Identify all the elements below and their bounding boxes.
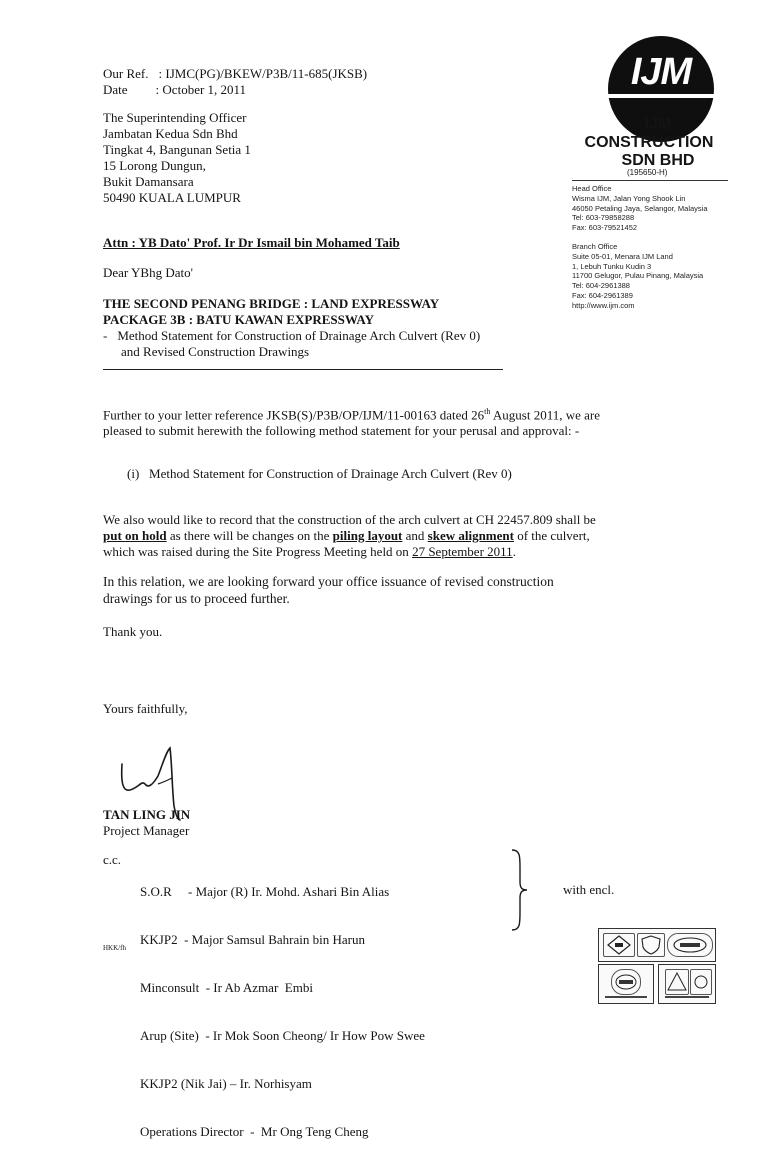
para1-sup: th [484,407,491,416]
ref-value: IJMC(PG)/BKEW/P3B/11-685(JKSB) [165,66,368,81]
curly-brace [508,848,530,932]
cc-line: KKJP2 (Nik Jai) – Ir. Norhisyam [140,1076,312,1091]
cc-line: Minconsult - Ir Ab Azmar Embi [140,980,313,995]
head-office-line: 46050 Petaling Jaya, Selangor, Malaysia [572,203,708,213]
subject-line1: THE SECOND PENANG BRIDGE : LAND EXPRESSWAY [103,296,440,311]
salutation: Dear YBhg Dato' [103,265,193,280]
subject-block [103,296,480,360]
cert-caption-bar [605,996,647,998]
recipient-line: 15 Lorong Dungun, [103,158,206,173]
thank-you: Thank you. [103,624,163,639]
branch-office [572,242,703,311]
signatory-block [103,807,190,839]
para2-l2b: as there will be changes on the [166,528,333,543]
head-office-line: Fax: 603-79521452 [572,223,638,233]
cert-mark-shield [637,933,665,957]
company-reg: (195650-H) [627,168,668,177]
branch-office-line: http://www.ijm.com [572,300,635,310]
cert-mark-oval [667,933,713,957]
branch-office-line: Branch Office [572,242,618,251]
head-office [572,184,708,233]
company-name [560,116,738,170]
reference-block: Our Ref. : IJMC(PG)/BKEW/P3B/11-685(JKSB) Date : October 1, 2011 [103,66,368,97]
cc-list [140,852,425,1156]
subject-line3: Method Statement for Construction of Drainage Arch Culvert (Rev 0) [117,328,481,343]
subject-rule [103,369,503,370]
para3-line1: In this relation, we are looking forward your office issuance of revised construction [103,574,554,589]
cc-label: c.c. [103,852,122,867]
branch-office-line: Tel: 604-2961388 [572,281,630,291]
closing: Yours faithfully, [103,701,188,716]
cc-line: Operations Director - Mr Ong Teng Cheng [140,1124,369,1139]
subject-dash: - [103,328,108,343]
date-label: Date [103,82,128,97]
header-divider [572,180,728,181]
paragraph-3 [103,573,554,607]
cert-mark-square [690,969,712,995]
enclosure-note: with encl. [563,882,615,897]
date-value: October 1, 2011 [162,82,247,97]
subject-line4: and Revised Construction Drawings [121,344,310,359]
para2-l3a: which was raised during the Site Progress Meeting held on [103,544,413,559]
company-name-line2: CONSTRUCTION [584,134,714,151]
para2-l2f: of the culvert, [513,528,590,543]
recipient-line: The Superintending Officer [103,110,247,125]
signatory-name: TAN LING JIN [103,807,191,822]
ref-label: Our Ref. [103,66,149,81]
branch-office-line: 1, Lebuh Tunku Kudin 3 [572,261,652,271]
para2-l2d: and [402,528,428,543]
put-on-hold: put on hold [103,528,167,543]
head-office-line: Wisma IJM, Jalan Yong Shook Lin [572,193,686,203]
paragraph-2 [103,512,596,560]
logo-text: IJM [630,51,692,93]
cert-mark-oval-small [611,969,641,995]
logo-band [608,94,714,98]
piling-layout: piling layout [332,528,403,543]
skew-alignment: skew alignment [427,528,514,543]
cert-mark-triangle [665,969,689,995]
head-office-line: Tel: 603-79858288 [572,213,635,223]
recipient-line: Bukit Damansara [103,174,194,189]
branch-office-line: Fax: 604-2961389 [572,290,633,300]
cc-line: Arup (Site) - Ir Mok Soon Cheong/ Ir How Pow Swee [140,1028,425,1043]
para1-line2b: to submit herewith the following method statement for your perusal and approval: - [145,423,580,439]
cert-caption-bar [665,996,709,998]
meeting-date: 27 September 2011 [412,544,513,559]
recipient-line: 50490 KUALA LUMPUR [103,190,241,205]
branch-office-line: 11700 Gelugor, Pulau Pinang, Malaysia [572,271,704,281]
para1-text-a: Further to your letter reference JKSB(S)/P3B/OP/IJM/11-00163 dated 26 [103,407,485,423]
para1-text-b: August 2011, we are [490,407,601,423]
cc-line: KKJP2 - Major Samsul Bahrain bin Harun [140,932,365,947]
recipient-line: Tingkat 4, Bangunan Setia 1 [103,142,251,157]
branch-office-line: Suite 05-01, Menara IJM Land [572,251,673,261]
para1-line2a: pleased [103,423,146,439]
para2-l3c: . [512,544,516,559]
para2-line1: We also would like to record that the construction of the arch culvert at CH 22457.809 shall be [103,512,596,527]
certification-badge [598,964,654,1004]
typist-initials: HKK/fh [103,944,126,952]
paragraph-1 [103,404,600,439]
recipient-line: Jambatan Kedua Sdn Bhd [103,126,238,141]
cert-mark-diamond [603,933,635,957]
certification-badge [598,928,716,962]
certification-badge [658,964,716,1004]
signatory-title: Project Manager [103,823,190,838]
company-name-line1: IJM [644,116,672,133]
attention-line: Attn : YB Dato' Prof. Ir Dr Ismail bin Mohamed Taib [103,235,400,250]
recipient-address [103,110,251,206]
para3-line2: drawings for us to proceed further. [103,591,290,606]
enclosure-item: (i) Method Statement for Construction of Drainage Arch Culvert (Rev 0) [127,466,512,481]
head-office-line: Head Office [572,184,612,193]
cc-line: S.O.R - Major (R) Ir. Mohd. Ashari Bin Alias [140,884,390,899]
company-name-line3: SDN BHD [621,152,695,169]
subject-line2: PACKAGE 3B : BATU KAWAN EXPRESSWAY [103,312,374,327]
